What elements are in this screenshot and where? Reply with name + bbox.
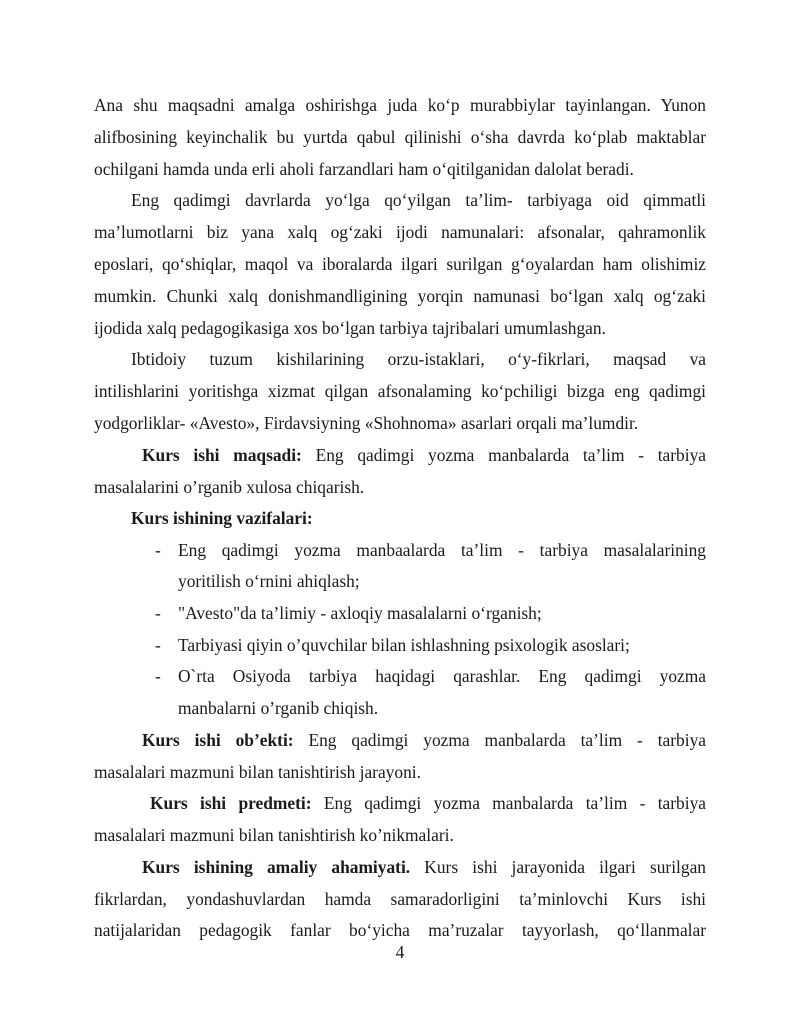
amaliy-line-1: [142, 857, 706, 877]
obekti-label: Kurs ishi ob’ekti:: [142, 730, 294, 750]
predmeti-line-2: masalalari mazmuni bilan tanishtirish ko’nikmalari.: [94, 825, 454, 845]
list-dash: -: [155, 635, 161, 655]
predmeti-text: Eng qadimgi yozma manbalarda ta’lim - tarbiya: [323, 793, 706, 813]
vazifalar-heading: Kurs ishining vazifalari:: [131, 508, 313, 528]
list-item-2: "Avesto"da ta’limiy - axloqiy masalalarni o‘rganish;: [178, 603, 542, 623]
amaliy-line-2: fikrlardan, yondashuvlardan hamda samaradorligini ta’minlovchi Kurs ishi: [94, 889, 706, 909]
list-dash: -: [155, 666, 161, 686]
list-dash: -: [155, 603, 161, 623]
paragraph-1-line-2: alifbosining keyinchalik bu yurtda qabul qilinishi o‘sha davrda ko‘plab maktablar: [94, 127, 706, 147]
paragraph-2-line-3: eposlari, qo‘shiqlar, maqol va iboralarda ilgari surilgan g‘oyalardan ham olishimiz: [94, 254, 706, 274]
paragraph-2-line-2: ma’lumotlarni biz yana xalq og‘zaki ijodi namunalari: afsonalar, qahramonlik: [94, 222, 706, 242]
amaliy-label: Kurs ishining amaliy ahamiyati.: [142, 857, 411, 877]
predmeti-line-1: [150, 793, 706, 813]
obekti-line-1: [142, 730, 706, 750]
obekti-line-2: masalalari mazmuni bilan tanishtirish jarayoni.: [94, 762, 421, 782]
list-item-4-line-1: O`rta Osiyoda tarbiya haqidagi qarashlar. Eng qadimgi yozma: [178, 666, 706, 686]
paragraph-3-line-1: Ibtidoiy tuzum kishilarining orzu-istaklari, o‘y-fikrlari, maqsad va: [131, 349, 706, 369]
list-item-1-line-2: yoritilish o‘rnini ahiqlash;: [178, 571, 360, 591]
obekti-text: Eng qadimgi yozma manbalarda ta’lim - tarbiya: [308, 730, 706, 750]
paragraph-3-line-3: yodgorliklar- «Avesto», Firdavsiyning «Shohnoma» asarlari orqali ma’lumdir.: [94, 413, 639, 433]
paragraph-2-line-5: ijodida xalq pedagogikasiga xos bo‘lgan tarbiya tajribalari umumlashgan.: [94, 318, 606, 338]
maqsad-line-2: masalalarini o’rganib xulosa chiqarish.: [94, 477, 365, 497]
amaliy-line-3: natijalaridan pedagogik fanlar bo‘yicha ma’ruzalar tayyorlash, qo‘llanmalar: [94, 920, 706, 940]
page-number: 4: [395, 942, 405, 962]
paragraph-2-line-1: Eng qadimgi davrlarda yo‘lga qo‘yilgan ta’lim- tarbiyaga oid qimmatli: [131, 190, 706, 210]
maqsad-line-1: [142, 445, 706, 465]
list-item-3: Tarbiyasi qiyin o’quvchilar bilan ishlashning psixologik asoslari;: [178, 635, 630, 655]
paragraph-2-line-4: mumkin. Chunki xalq donishmandligining yorqin namunasi bo‘lgan xalq og‘zaki: [94, 286, 706, 306]
maqsad-label: Kurs ishi maqsadi:: [142, 445, 302, 465]
paragraph-1-line-1: Ana shu maqsadni amalga oshirishga juda ko‘p murabbiylar tayinlangan. Yunon: [94, 95, 706, 115]
predmeti-label: Kurs ishi predmeti:: [150, 793, 312, 813]
maqsad-text: Eng qadimgi yozma manbalarda ta’lim - tarbiya: [315, 445, 706, 465]
list-item-1-line-1: Eng qadimgi yozma manbaalarda ta’lim - tarbiya masalalarining: [178, 540, 706, 560]
paragraph-3-line-2: intilishlarini yoritishga xizmat qilgan afsonalaming ko‘pchiligi bizga eng qadimgi: [94, 381, 706, 401]
paragraph-1-line-3: ochilgani hamda unda erli aholi farzandlari ham o‘qitilganidan dalolat beradi.: [94, 159, 634, 179]
list-item-4-line-2: manbalarni o’rganib chiqish.: [178, 698, 379, 718]
list-dash: -: [155, 540, 161, 560]
amaliy-text: Kurs ishi jarayonida ilgari surilgan: [424, 857, 706, 877]
